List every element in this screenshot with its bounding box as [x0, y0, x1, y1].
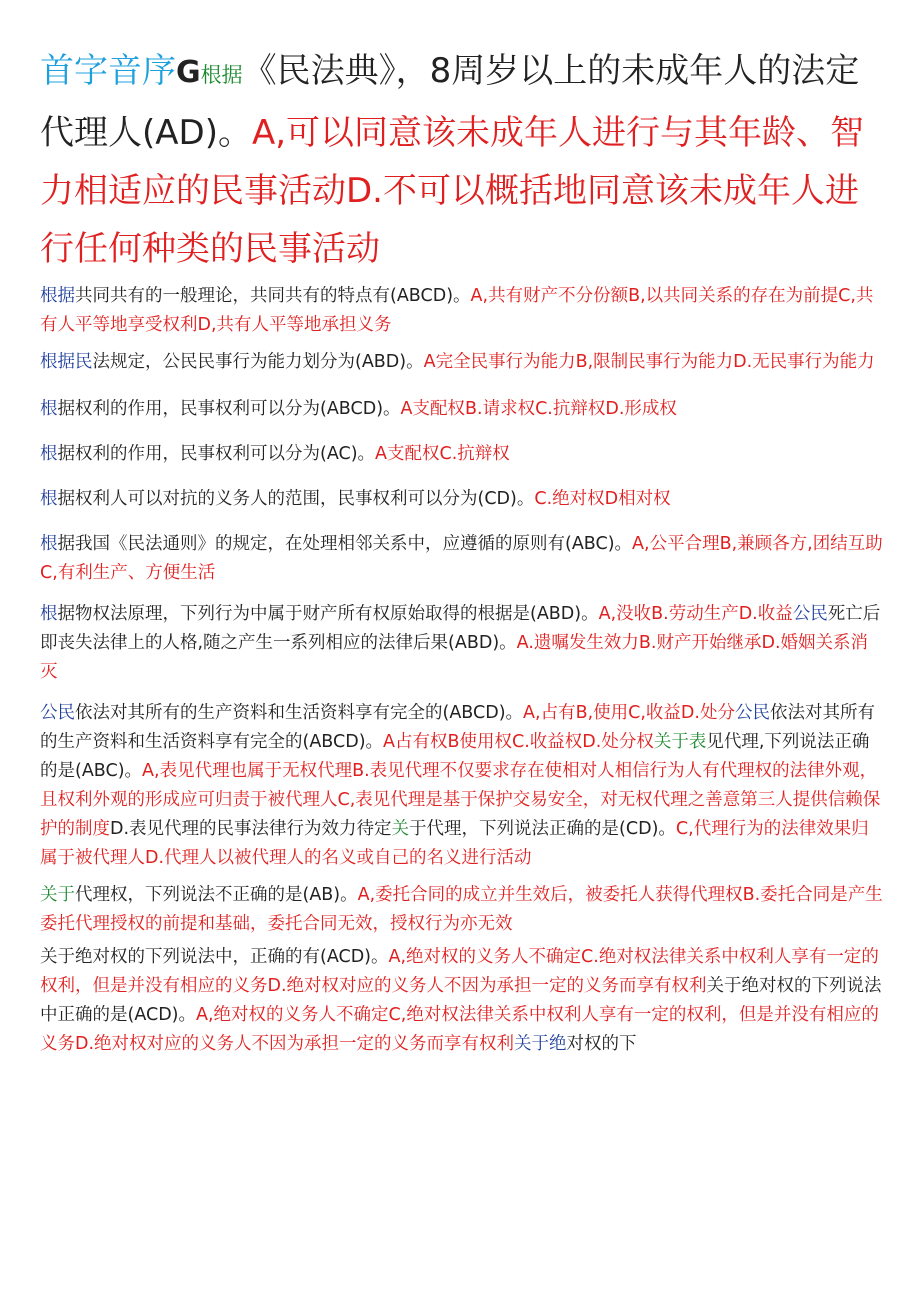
item-keyword: 根	[40, 399, 58, 419]
item-answer: A支配权B.请求权C.抗辩权D.形成权	[400, 399, 677, 419]
item-keyword: 关于表	[653, 732, 707, 752]
heading-question	[40, 42, 885, 278]
item-question: 依法对其所有的生产资料和生活资料享有完全的(ABCD)。	[40, 703, 875, 752]
item-answer: A,没收B.劳动生产D.收益	[598, 604, 793, 624]
item-keyword: 公民	[792, 604, 828, 624]
item-question: 见代理,下列说法正确的是(ABC)。	[40, 732, 870, 781]
item-answer: A,绝对权的义务人不确定C.绝对权法律关系中权利人享有一定的权利，但是并没有相应的义务D.绝对权对应的义务人不因为承担一定的义务而享有权利	[40, 947, 879, 996]
item-question: 对权的下	[566, 1034, 637, 1054]
document-page	[40, 42, 885, 1061]
item-question: 据权利的作用，民事权利可以分为(ABCD)。	[57, 399, 401, 419]
item-question: 据权利人可以对抗的义务人的范围，民事权利可以分为(CD)。	[57, 489, 535, 509]
index-letter: G	[176, 55, 201, 90]
qa-item-9	[40, 879, 885, 941]
item-keyword: 公民	[40, 703, 75, 723]
item-question: 据物权法原理，下列行为中属于财产所有权原始取得的根据是(ABD)。	[57, 604, 599, 624]
qa-item-1	[40, 280, 885, 342]
qa-item-4	[40, 430, 885, 475]
item-question: 于代理，下列说法正确的是(CD)。	[409, 819, 676, 839]
item-answer: A,表见代理也属于无权代理B.表见代理不仅要求存在使相对人相信行为人有代理权的法律外观，且权利外观的形成应可归责于被代理人C,表见代理是基于保护交易安全，对无权代理之善意第三人提供信赖保护的制度	[40, 761, 881, 839]
item-answer: A支配权C.抗辩权	[375, 444, 510, 464]
item-question: 法规定，公民民事行为能力划分为(ABD)。	[92, 352, 424, 372]
qa-item-10	[40, 941, 885, 1061]
item-keyword: 根	[40, 534, 58, 554]
qa-item-5	[40, 475, 885, 520]
item-answer: A,占有B,使用C,收益D.处分	[523, 703, 735, 723]
item-question: 关于绝对权的下列说法中正确的是(ACD)。	[40, 976, 882, 1025]
item-answer: A,绝对权的义务人不确定C,绝对权法律关系中权利人享有一定的权利，但是并没有相应的义务D.绝对权对应的义务人不因为承担一定的义务而享有权利	[40, 1005, 879, 1054]
item-answer: A,共有财产不分份额B,以共同关系的存在为前提C,共有人平等地享受权利D,共有人平等地承担义务	[40, 286, 874, 335]
item-keyword: 关于绝	[514, 1034, 567, 1054]
item-question: 据我国《民法通则》的规定，在处理相邻关系中，应遵循的原则有(ABC)。	[57, 534, 633, 554]
item-answer: C.绝对权D相对权	[534, 489, 671, 509]
heading-tag: 根据	[200, 63, 243, 87]
item-answer: A占有权B使用权C.收益权D.处分权	[383, 732, 654, 752]
item-keyword: 根据民	[40, 352, 93, 372]
qa-item-7	[40, 594, 885, 693]
item-keyword: 公民	[734, 703, 770, 723]
item-keyword: 根	[40, 444, 58, 464]
item-keyword: 关于	[40, 885, 75, 905]
item-answer: C,代理行为的法律效果归属于被代理人D.代理人以被代理人的名义或自己的名义进行活动	[40, 819, 869, 868]
qa-item-8	[40, 693, 885, 879]
item-question: 依法对其所有的生产资料和生活资料享有完全的(ABCD)。	[75, 703, 524, 723]
item-question: 死亡后即丧失法律上的人格,随之产生一系列相应的法律后果(ABD)。	[40, 604, 881, 653]
item-keyword: 根	[40, 489, 58, 509]
item-answer: A,公平合理B,兼顾各方,团结互助C,有利生产、方便生活	[40, 534, 883, 583]
item-keyword: 根据	[40, 286, 75, 306]
item-answer: A,委托合同的成立并生效后，被委托人获得代理权B.委托合同是产生委托代理授权的前提和基础，委托合同无效，授权行为亦无效	[40, 885, 883, 934]
qa-item-3	[40, 383, 885, 430]
index-prefix: 首字音序	[40, 51, 176, 91]
qa-item-2	[40, 342, 885, 383]
item-answer: A完全民事行为能力B,限制民事行为能力D.无民事行为能力	[423, 352, 875, 372]
item-keyword: 关	[391, 819, 410, 839]
item-keyword: 根	[40, 604, 58, 624]
heading-question-text: 《民法典》，8周岁以上的未成年人的法定代理人(AD)。	[40, 51, 860, 153]
item-question: 共同共有的一般理论，共同共有的特点有(ABCD)。	[75, 286, 471, 306]
item-question: D.表见代理的民事法律行为效力待定	[110, 819, 392, 839]
qa-item-6	[40, 520, 885, 594]
item-question: 关于绝对权的下列说法中，正确的有(ACD)。	[40, 947, 389, 967]
item-answer: A.遗嘱发生效力B.财产开始继承D.婚姻关系消灭	[40, 633, 869, 682]
item-question: 代理权，下列说法不正确的是(AB)。	[75, 885, 358, 905]
heading-answer-text: A,可以同意该未成年人进行与其年龄、智力相适应的民事活动D.不可以概括地同意该未成年人进行任何种类的民事活动	[40, 113, 865, 269]
item-question: 据权利的作用，民事权利可以分为(AC)。	[57, 444, 376, 464]
